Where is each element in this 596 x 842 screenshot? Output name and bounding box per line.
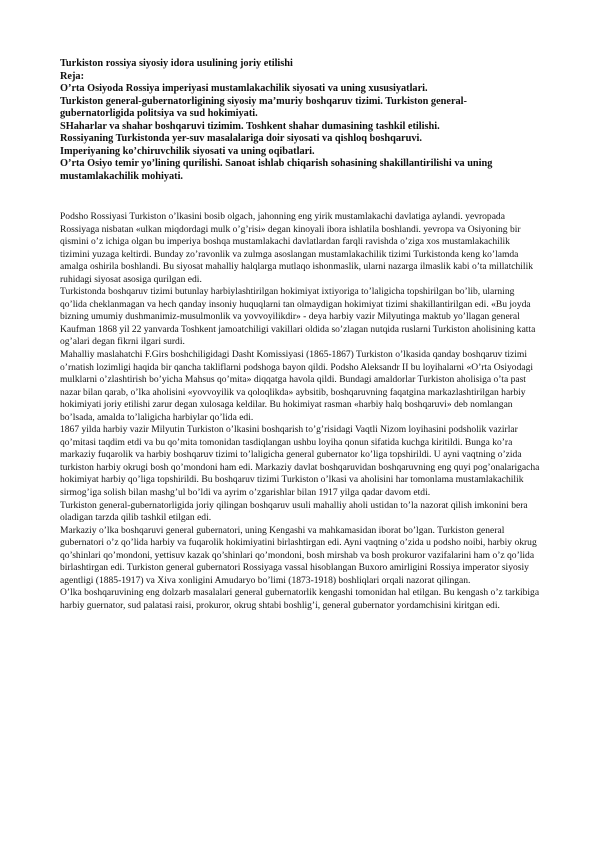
body-paragraph: Mahalliy maslahatchi F.Girs boshchiligidagi Dasht Komissiyasi (1865-1867) Turkiston o’lkasida qanday boshqaruv tizimi o’rnatish lozimligi haqida bir qancha takliflarni podshoga bayon qildi. Podsho Aleksandr II bu loyihalarni «O’rta Osiyodagi mulklarni o’zlashtirish bo’yicha Mahsus qo’mita» diqqatga havola qildi. Bundagi amaldorlar Turkiston aholisiga o’ta past nazar bilan qarab, o’lka aholisini «yovvoyilik va qoloqlikda» aybsitib, boshqaruvning faqatgina markazlashtirilgan harbiy hokimiyati joriy etilishi zarur degan xulosaga keldilar. Bu hokimiyat rasman «harbiy halq boshqaruvi» deb nomlangan bo’lsada, amalda to’laligicha harbiylar qo’lida edi. bbox=[60, 349, 534, 423]
plan-label: Reja: bbox=[60, 70, 85, 82]
body-paragraph: Turkiston general-gubernatorligida joriy qilingan boshqaruv usuli mahalliy aholi ustidan to’la nazorat qilish imkonini bera oladigan tarzda qilib tashkil etilgan edi. bbox=[60, 499, 528, 524]
plan-item: O’rta Osiyoda Rossiya imperiyasi mustamlakachilik siyosati va uning xususiyatlari. bbox=[60, 83, 428, 94]
body-paragraph: Turkistonda boshqaruv tizimi butunlay harbiylashtirilgan hokimiyat ixtiyoriga to’laligicha topshirilgan bo’lib, ularning qo’lida cheklanmagan va hech qanday insoniy huquqlarni tan olmaydigan hokimiyat tizimi shakillantirilgan edi. «Bu joyda bizning umumiy dushmanimiz-musulmonlik va yovvoyilikdir» - deya harbiy vazir Milyutinga maktub yo’llagan general Kaufman 1868 yil 22 yanvarda Toshkent jamoatchiligi vakillari oldida so’zlagan nutqida ruslarni Turkiston aholisining katta og’alari degan fikrni ilgari surdi. bbox=[60, 286, 536, 348]
document-title: Turkiston rossiya siyosiy idora usulining joriy etilishi bbox=[60, 58, 293, 69]
document-page bbox=[60, 58, 540, 613]
plan-item: Turkiston general-gubernatorligining siyosiy ma’muriy boshqaruv tizimi. Turkiston general-gubernatorligida politsiya va sud hokimiyati. bbox=[60, 95, 467, 119]
document-body bbox=[60, 211, 540, 613]
plan-item: O’rta Osiyo temir yo’lining qurilishi. Sanoat ishlab chiqarish sohasining shakillantirilishi va uning mustamlakachilik mohiyati. bbox=[60, 158, 493, 182]
body-paragraph: O’lka boshqaruvining eng dolzarb masalalari general gubernatorlik kengashi tomonidan hal etilgan. Bu kengash o’z tarkibiga harbiy guernator, sud palatasi raisi, prokuror, okrug shtabi boshlig’i, general gubernator yordamchisini kiritgan edi. bbox=[60, 587, 540, 611]
plan-item: SHaharlar va shahar boshqaruvi tizimim. Toshkent shahar dumasining tashkil etilishi. bbox=[60, 120, 440, 132]
body-paragraph: Podsho Rossiyasi Turkiston o’lkasini bosib olgach, jahonning eng yirik mustamlakachi davlatiga aylandi. yevropada Rossiyaga nisbatan «ulkan miqdordagi mulk o’g’risi» degan kinoyali ibora ishlatila boshlandi. yevropa va Osiyoning bir qismini o’z ichiga olgan bu imperiya boshqa mustamlakachi davlatlardan farqli ravishda o’ziga xos mustamlakachilik tizimini yuzaga keltirdi. Bunday zo’ravonlik va zulmga asoslangan mustamlakachilik tizimi Turkistonda keng ko’lamda amalga oshirila boshlandi. Bu siyosat mahalliy halqlarga mutlaqo ishonmaslik, ularni nazarga ilmaslik kabi o’ta millatchilik ruhidagi siyosat asosiga qurilgan edi. bbox=[60, 211, 534, 285]
plan-item: Rossiyaning Turkistonda yer-suv masalalariga doir siyosati va qishloq boshqaruvi. bbox=[60, 133, 422, 144]
body-paragraph: 1867 yilda harbiy vazir Milyutin Turkiston o’lkasini boshqarish to’g’risidagi Vaqtli Nizom loyihasini podsholik vazirlar qo’mitasi taqdim etdi va bu qo’mita tomonidan tasdiqlangan ushbu loyiha qonun sifatida kuchga kiritildi. Bunga ko’ra markaziy fuqarolik va harbiy boshqaruv tizimi to’laligicha general gubernator ko’liga topshirildi. U ayni vaqtning o’zida turkiston harbiy okrugi bosh qo’mondoni ham edi. Markaziy davlat boshqaruvidan boshqaruvning eng quyi pog’onalarigacha hokimiyat harbiy qo’liga topshirildi. Bu boshqaruv tizimi Turkiston o’lkasi va aholisini har tomonlama mustamlakachilik sirmog’iga solish bilan mashg’ul bo’ldi va ayrim o’zgarishlar bilan 1917 yilga qadar davom etdi. bbox=[60, 424, 540, 499]
plan-item: Imperiyaning ko’chiruvchilik siyosati va uning oqibatlari. bbox=[60, 145, 315, 157]
body-paragraph: Markaziy o’lka boshqaruvi general gubernatori, uning Kengashi va mahkamasidan iborat bo’lgan. Turkiston general gubernatori o’z qo’lida harbiy va fuqarolik hokimiyatini birlashtirgan edi. Ayni vaqtning o’zida u podsho noibi, harbiy okrug qo’shinlari qo’mondoni, yettisuv kazak qo’shinlari qo’mondoni, bosh mirshab va bosh prokuror vazifalarini ham o’z qo’lida birlashtirgan edi. Turkiston general gubernatori Rossiyaga vassal hisoblangan Buxoro amirligini Rossiya imperator siyosiy agentligi (1885-1917) va Xiva xonligini Amudaryo bo’limi (1873-1918) boshliqlari orqali nazorat qilingan. bbox=[60, 524, 537, 586]
document-header bbox=[60, 58, 540, 183]
